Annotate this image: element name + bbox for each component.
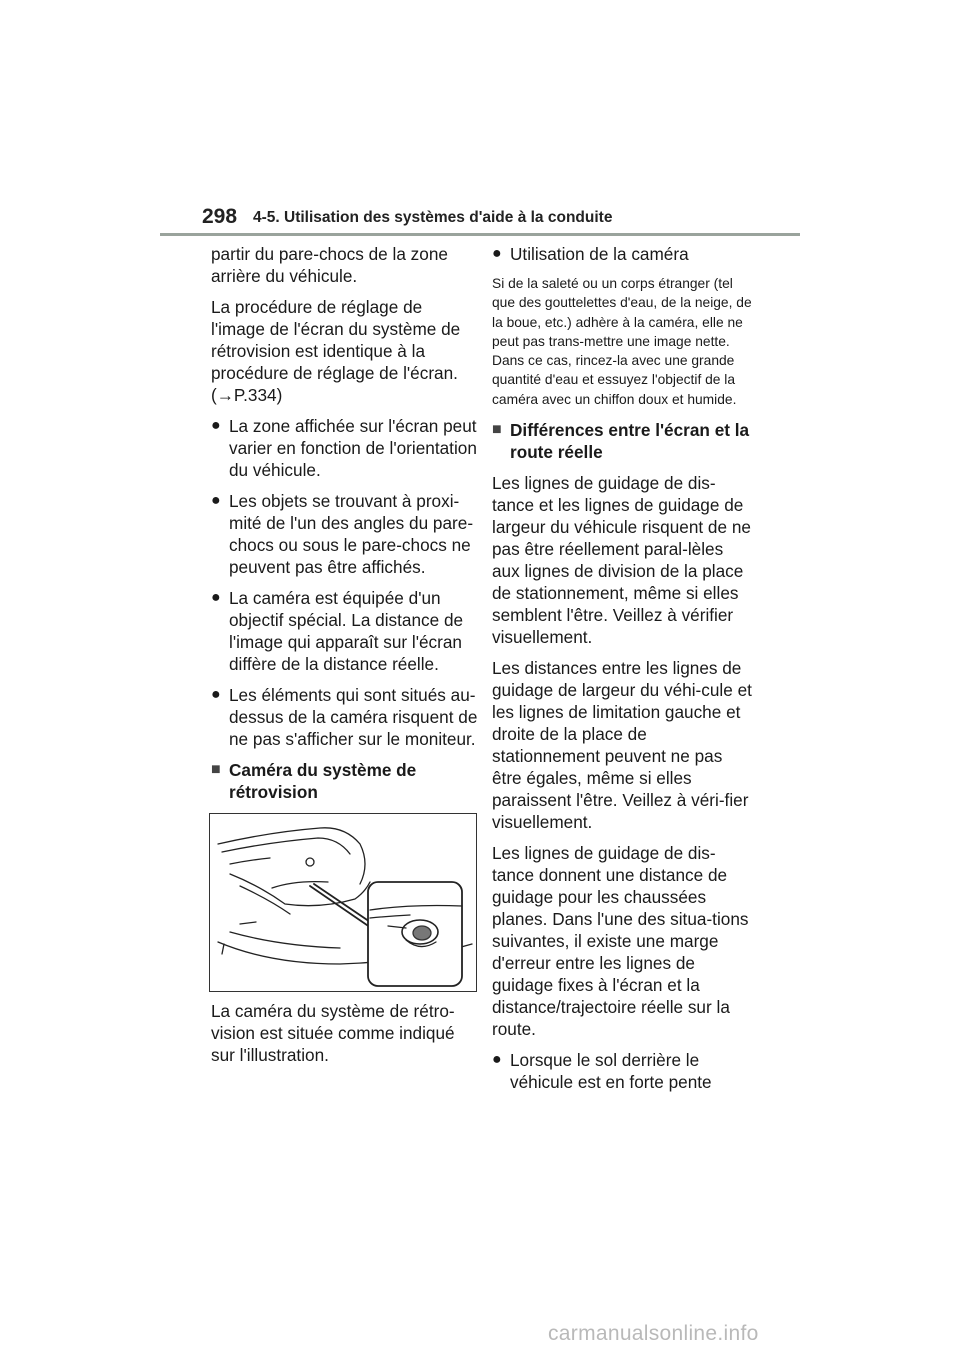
paragraph: Les distances entre les lignes de guidage de largeur du véhi-cule et les lignes de limitation gauche et droite de la place de stationnement peuvent ne pas être égales, même si elles paraissent l'être. Veillez à véri-fier visuellement. — [492, 658, 752, 833]
bullet-item — [211, 490, 479, 578]
note-paragraph: Si de la saleté ou un corps étranger (tel que des gouttelettes d'eau, de la neige, de la boue, etc.) adhère à la caméra, elle ne peut pas trans-mettre une image nette. Dans ce cas, rincez-la avec une grande quantité d'eau et essuyez l'objectif de la caméra avec un chiffon doux et humide. — [492, 276, 752, 407]
bullet-item — [492, 243, 754, 265]
heading-text: Différences entre l'écran et la route réelle — [510, 420, 750, 463]
bullet-item — [211, 587, 479, 675]
paragraph: La procédure de réglage de l'image de l'écran du système de rétrovision est identique à la procédure de réglage de l'écran. (→P.334) — [211, 297, 461, 405]
bullet-text: Les éléments qui sont situés au-dessus de la caméra risquent de ne pas s'afficher sur le moniteur. — [229, 685, 478, 749]
bullet-text: La caméra est équipée d'un objectif spécial. La distance de l'image qui apparaît sur l'écran diffère de la distance réelle. — [229, 588, 464, 674]
bullet-text: Utilisation de la caméra — [510, 244, 689, 264]
right-column — [492, 243, 754, 1102]
paragraph: Les lignes de guidage de dis-tance et les lignes de guidage de largeur du véhicule risquent de ne pas être réellement paral-lèles aux lignes de division de la place de stationnement, même si elles semblent l'être. Veillez à vérifier visuellement. — [492, 473, 751, 648]
header-rule — [160, 233, 800, 236]
bullet-item — [211, 684, 479, 750]
section-title: 4-5. Utilisation des systèmes d'aide à la conduite — [253, 209, 613, 226]
car-rear-camera-drawing — [210, 814, 476, 991]
page-header — [195, 205, 800, 235]
bullet-text: La zone affichée sur l'écran peut varier en fonction de l'orientation du véhicule. — [229, 416, 477, 480]
bullet-text: Les objets se trouvant à proxi-mité de l'un des angles du pare-chocs ou sous le pare-chocs ne peuvent pas être affichés. — [229, 491, 474, 577]
subsection-heading — [211, 759, 479, 803]
rear-camera-illustration — [209, 813, 477, 992]
bullet-item — [211, 415, 479, 481]
watermark: carmanualsonline.info — [548, 1322, 759, 1345]
left-column — [211, 243, 479, 1075]
square-icon: ■ — [211, 761, 221, 778]
bullet-icon: ● — [492, 245, 502, 262]
bullet-item — [492, 1049, 754, 1093]
figure-caption: La caméra du système de rétro-vision est située comme indiqué sur l'illustration. — [211, 1001, 455, 1065]
bullet-text: Lorsque le sol derrière le véhicule est en forte pente — [510, 1050, 712, 1093]
bullet-icon: ● — [211, 492, 221, 509]
subsection-heading — [492, 419, 754, 463]
square-icon: ■ — [492, 421, 502, 439]
bullet-icon: ● — [492, 1051, 502, 1069]
paragraph: partir du pare-chocs de la zone arrière du véhicule. — [211, 244, 448, 286]
bullet-icon: ● — [211, 589, 221, 606]
heading-text: Caméra du système de rétrovision — [229, 760, 417, 802]
bullet-icon: ● — [211, 417, 221, 434]
bullet-icon: ● — [211, 686, 221, 703]
paragraph: Les lignes de guidage de dis-tance donnent une distance de guidage pour les chaussées planes. Dans l'une des situa-tions suivantes, il existe une marge d'erreur entre les lignes de guidage fixes à l'écran et la distance/trajectoire réelle sur la route. — [492, 843, 749, 1040]
page-number: 298 — [202, 205, 238, 228]
